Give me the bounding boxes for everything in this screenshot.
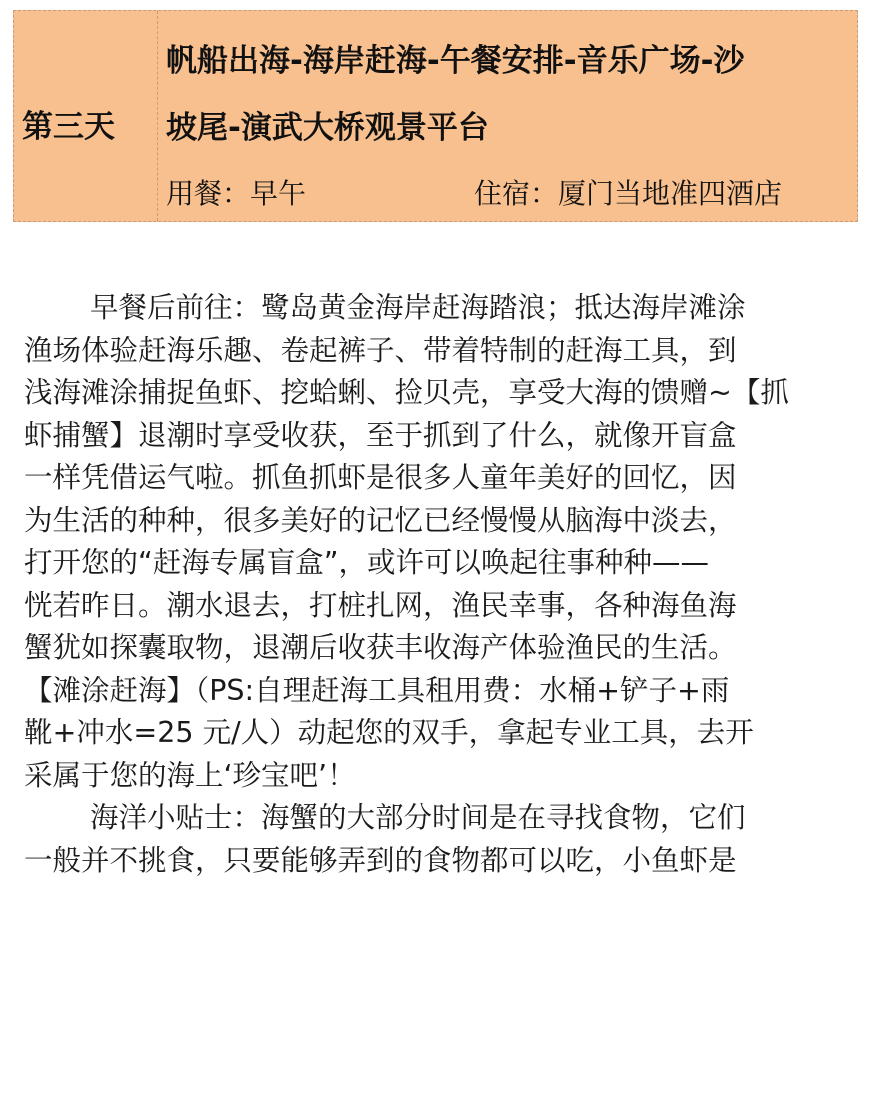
route-title-line-1: 帆船出海-海岸赶海-午餐安排-音乐广场-沙 [166,43,745,79]
paragraph-line: 海洋小贴士：海蟹的大部分时间是在寻找食物，它们 [90,801,746,834]
paragraph-line: 一般并不挑食，只要能够弄到的食物都可以吃，小鱼虾是 [24,843,737,877]
paragraph-line: 恍若昨日。潮水退去，打桩扎网，渔民幸事，各种海鱼海 [24,588,737,622]
paragraph-line: 【滩涂赶海】（PS:自理赶海工具租用费：水桶+铲子+雨 [24,673,730,707]
day-label: 第三天 [22,109,115,145]
meal-info: 用餐：早午 [166,177,307,210]
itinerary-description [24,287,864,882]
paragraph-line: 采属于您的海上‘珍宝吧’！ [24,758,356,792]
hotel-info: 住宿：厦门当地准四酒店 [474,177,783,210]
paragraph-line: 一样凭借运气啦。抓鱼抓虾是很多人童年美好的回忆，因 [24,461,737,494]
paragraph-line: 虾捕蟹】退潮时享受收获，至于抓到了什么，就像开盲盒 [24,418,737,452]
route-title-line-2: 坡尾-演武大桥观景平台 [166,110,489,146]
paragraph-line: 早餐后前往：鹭岛黄金海岸赶海踏浪；抵达海岸滩涂 [90,291,746,324]
paragraph-line: 靴+冲水=25 元/人）动起您的双手，拿起专业工具，去开 [24,716,754,749]
paragraph-line: 蟹犹如探囊取物，退潮后收获丰收海产体验渔民的生活。 [24,631,737,664]
paragraph-line: 渔场体验赶海乐趣、卷起裤子、带着特制的赶海工具，到 [24,333,737,367]
itinerary-header-table [13,10,858,222]
paragraph-line: 打开您的“赶海专属盲盒”，或许可以唤起往事种种—— [24,546,710,579]
paragraph-line: 浅海滩涂捕捉鱼虾、挖蛤蜊、捡贝壳，享受大海的馈赠~【抓 [24,376,789,409]
day-cell [14,11,158,221]
paragraph-line: 为生活的种种，很多美好的记忆已经慢慢从脑海中淡去， [24,503,737,537]
